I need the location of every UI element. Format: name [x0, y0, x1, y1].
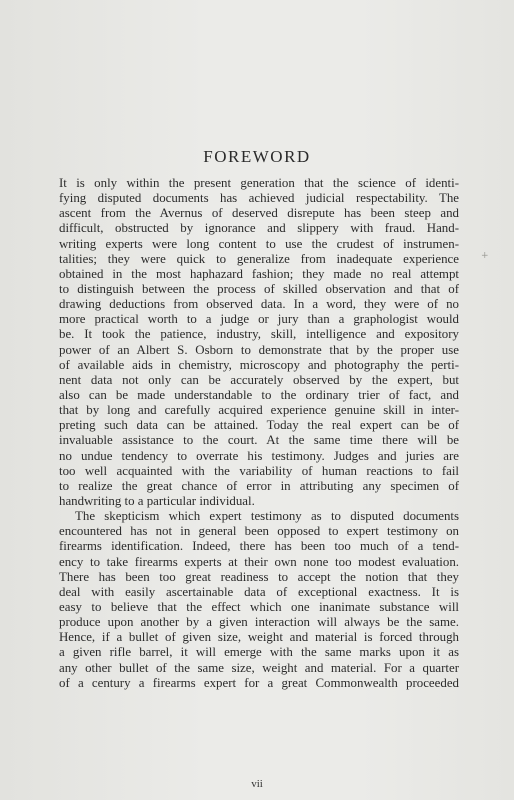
text-line: produce upon another by a given interaction will always be the same. — [59, 615, 459, 630]
text-line: talities; they were quick to generalize from inadequate experience — [59, 251, 459, 266]
text-line: invaluable assistance to the court. At the same time there will be — [59, 433, 459, 448]
text-line: handwriting to a particular individual. — [59, 493, 255, 508]
text-line: easy to believe that the effect which one inanimate substance will — [59, 599, 459, 614]
paragraph-2 — [59, 509, 459, 691]
text-line: Hence, if a bullet of given size, weight and material is forced through — [59, 630, 459, 645]
text-line: any other bullet of the same size, weight and material. For a quarter — [59, 660, 459, 675]
text-line: There has been too great readiness to accept the notion that they — [59, 569, 459, 584]
margin-mark: + — [481, 251, 489, 261]
text-line: also can be made understandable to the ordinary trier of fact, and — [59, 387, 459, 402]
text-line: obtained in the most haphazard fashion; they made no real attempt — [59, 266, 459, 281]
text-line: ascent from the Avernus of deserved disrepute has been steep and — [59, 206, 459, 221]
paragraph-1 — [59, 176, 459, 509]
text-line: power of an Albert S. Osborn to demonstrate that by the proper use — [59, 342, 459, 357]
text-line: writing experts were long content to use the crudest of instrumen- — [59, 236, 459, 251]
text-line: fying disputed documents has achieved judicial respectability. The — [59, 191, 459, 206]
page-title: FOREWORD — [203, 147, 311, 166]
text-line: a given rifle barrel, it will emerge with the same marks upon it as — [59, 645, 459, 660]
text-line: The skepticism which expert testimony as to disputed documents — [75, 509, 459, 524]
text-line: preting such data can be attained. Today the real expert can be of — [59, 418, 459, 433]
text-line: encountered has not in general been opposed to expert testimony on — [59, 524, 459, 539]
text-line: too well acquainted with the variability of human reactions to fail — [59, 463, 459, 478]
text-line: ency to take firearms experts at their own none too modest evaluation. — [59, 554, 459, 569]
text-line: to distinguish between the process of skilled observation and that of — [59, 281, 459, 296]
text-line: to realize the great chance of error in attributing any specimen of — [59, 478, 459, 493]
text-line: It is only within the present generation that the science of identi- — [59, 176, 459, 190]
text-line: more practical worth to a judge or jury than a graphologist would — [59, 312, 459, 327]
text-line: drawing deductions from observed data. In a word, they were of no — [59, 297, 459, 312]
text-line: deal with easily ascertainable data of exceptional exactness. It is — [59, 584, 459, 599]
text-line: nent data not only can be accurately observed by the expert, but — [59, 372, 459, 387]
text-line: of a century a firearms expert for a great Commonwealth proceeded — [59, 675, 459, 690]
text-line: no undue tendency to overrate his testimony. Judges and juries are — [59, 448, 459, 463]
page-number: vii — [251, 778, 263, 790]
text-line: be. It took the patience, industry, skill, intelligence and expository — [59, 327, 459, 342]
text-line: of available aids in chemistry, microscopy and photography the perti- — [59, 357, 459, 372]
foreword-body — [59, 176, 459, 691]
text-line: difficult, obstructed by ignorance and slippery with fraud. Hand- — [59, 221, 459, 236]
text-line: firearms identification. Indeed, there has been too much of a tend- — [59, 539, 459, 554]
text-line: that by long and carefully acquired experience genuine skill in inter- — [59, 403, 459, 418]
